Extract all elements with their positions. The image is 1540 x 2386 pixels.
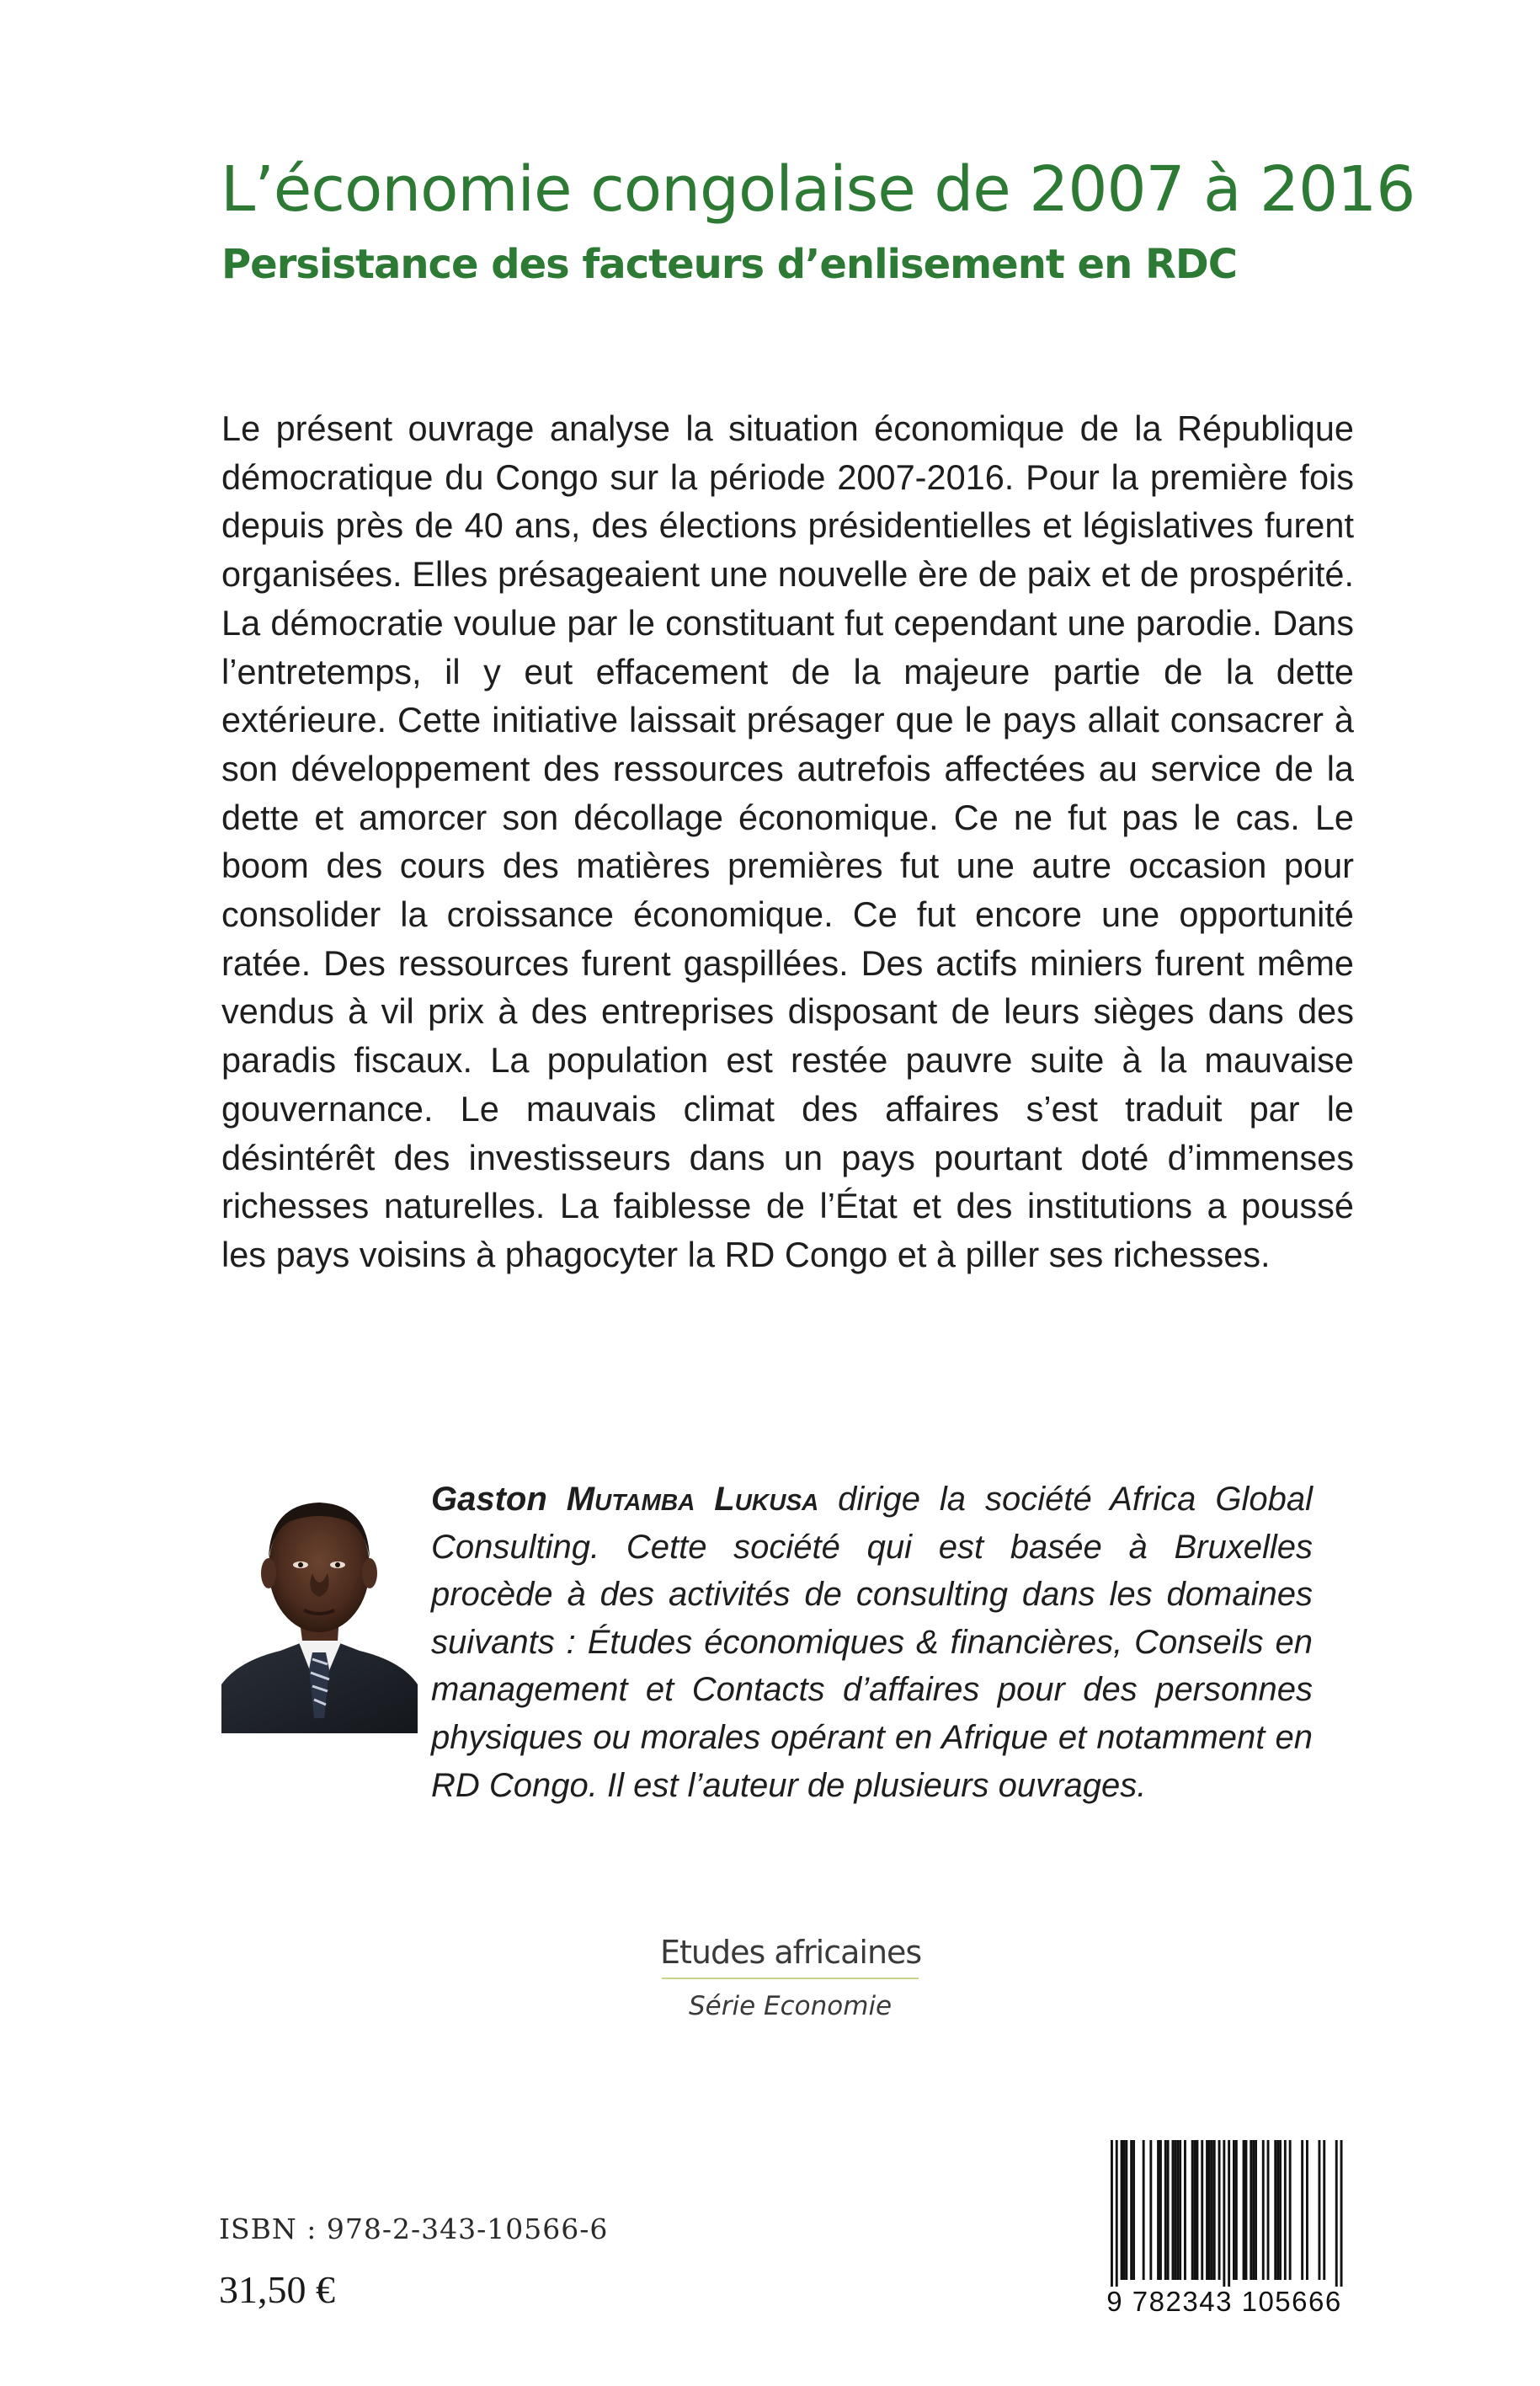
- author-bio: [431, 1476, 1313, 1809]
- author-last-name: Mutamba Lukusa: [566, 1481, 819, 1518]
- barcode-bar: [1176, 2140, 1179, 2280]
- barcode-bar: [1159, 2140, 1162, 2280]
- barcode-bar: [1121, 2140, 1123, 2280]
- barcode-digits: 9 782343 105666: [1106, 2286, 1342, 2317]
- barcode-bar: [1319, 2140, 1321, 2280]
- barcode-bar: [1174, 2140, 1176, 2280]
- barcode-bar: [1130, 2140, 1132, 2280]
- barcode-guard-bar: [1228, 2140, 1230, 2287]
- barcode-bar: [1184, 2140, 1186, 2280]
- book-subtitle: Persistance des facteurs d’enlisement en RDC: [221, 241, 1237, 288]
- book-title: L’économie congolaise de 2007 à 2016: [221, 153, 1415, 226]
- author-photo: [221, 1474, 418, 1733]
- barcode-bar: [1157, 2140, 1159, 2280]
- barcode-bar: [1191, 2140, 1194, 2280]
- series-divider: [662, 1978, 919, 1979]
- price: 31,50 €: [219, 2268, 335, 2311]
- barcode-bars-icon: [1099, 2135, 1350, 2287]
- barcode-bar: [1208, 2140, 1211, 2280]
- series-subtitle: Série Economie: [689, 1991, 893, 2021]
- barcode-bar: [1279, 2140, 1282, 2280]
- barcode-bar: [1143, 2140, 1145, 2280]
- barcode-bar: [1201, 2140, 1203, 2280]
- barcode-bar: [1196, 2140, 1199, 2280]
- barcode-bar: [1250, 2140, 1252, 2280]
- barcode-bar: [1267, 2140, 1270, 2280]
- barcode-bar: [1179, 2140, 1181, 2280]
- barcode-bar: [1213, 2140, 1216, 2280]
- barcode-bar: [1123, 2140, 1126, 2280]
- portrait-photo-icon: [221, 1474, 418, 1733]
- barcode-bar: [1233, 2140, 1235, 2280]
- barcode-bar: [1164, 2140, 1167, 2280]
- barcode-bar: [1172, 2140, 1175, 2280]
- barcode-guard-bar: [1340, 2140, 1343, 2287]
- series-name: Etudes africaines: [660, 1934, 922, 1971]
- barcode-guard-bar: [1335, 2140, 1338, 2287]
- barcode-bar: [1167, 2140, 1170, 2280]
- barcode-bar: [1218, 2140, 1221, 2280]
- barcode-bar: [1255, 2140, 1257, 2280]
- barcode-bar: [1245, 2140, 1248, 2280]
- barcode-bar: [1306, 2140, 1308, 2280]
- barcode-bar: [1132, 2140, 1135, 2280]
- barcode-bar: [1289, 2140, 1292, 2280]
- barcode-bar: [1149, 2140, 1152, 2280]
- barcode-bar: [1206, 2140, 1208, 2280]
- barcode-bar: [1235, 2140, 1238, 2280]
- barcode-bar: [1276, 2140, 1279, 2280]
- barcode-guard-bar: [1116, 2140, 1118, 2287]
- barcode-bar: [1301, 2140, 1303, 2280]
- barcode-bar: [1211, 2140, 1213, 2280]
- barcode-bar: [1125, 2140, 1127, 2280]
- barcode-bar: [1274, 2140, 1276, 2280]
- author-name: [431, 1481, 818, 1518]
- author-first-name: Gaston: [431, 1481, 547, 1518]
- barcode-bar: [1323, 2140, 1325, 2280]
- barcode-bar: [1252, 2140, 1255, 2280]
- barcode-bar: [1284, 2140, 1287, 2280]
- isbn-number: ISBN : 978-2-343-10566-6: [219, 2213, 609, 2245]
- barcode-guard-bar: [1111, 2140, 1113, 2287]
- barcode-guard-bar: [1223, 2140, 1225, 2287]
- barcode-bar: [1243, 2140, 1245, 2280]
- barcode-bar: [1194, 2140, 1196, 2280]
- barcode-bar: [1262, 2140, 1265, 2280]
- book-description: Le présent ouvrage analyse la situation économique de la République démocratique du Congo sur la période 2007-2016. Pour la première fois depuis près de 40 ans, des élections présidentielles et législatives furent organisées. Elles présageaient une nouvelle ère de paix et de prospérité. La démocratie voulue par le constituant fut cependant une parodie. Dans l’entretemps, il y eut effacement de la majeure partie de la dette extérieure. Cette initiative laissait présager que le pays allait consacrer à son développement des ressources autrefois affectées au service de la dette et amorcer son décollage économique. Ce ne fut pas le cas. Le boom des cours des matières premières fut une autre occasion pour consolider la croissance économique. Ce fut encore une opportunité ratée. Des ressources furent gaspillées. Des actifs miniers furent même vendus à vil prix à des entreprises disposant de leurs sièges dans des paradis fiscaux. La population est restée pauvre suite à la mauvaise gouvernance. Le mauvais climat des affaires s’est traduit par le désintérêt des investisseurs dans un pays pourtant doté d’immenses richesses naturelles. La faiblesse de l’État et des institutions a poussé les pays voisins à phagocyter la RD Congo et à piller ses richesses.: [221, 408, 1354, 1274]
- author-bio-text: dirige la société Africa Global Consulting. Cette société qui est basée à Bruxelles procède à des activités de consulting dans les domaines suivants : Études économiques & financières, Conseils en management et Contacts d’affaires pour des personnes physiques ou morales opérant en Afrique et notamment en RD Congo. Il est l’auteur de plusieurs ouvrages.: [431, 1481, 1313, 1804]
